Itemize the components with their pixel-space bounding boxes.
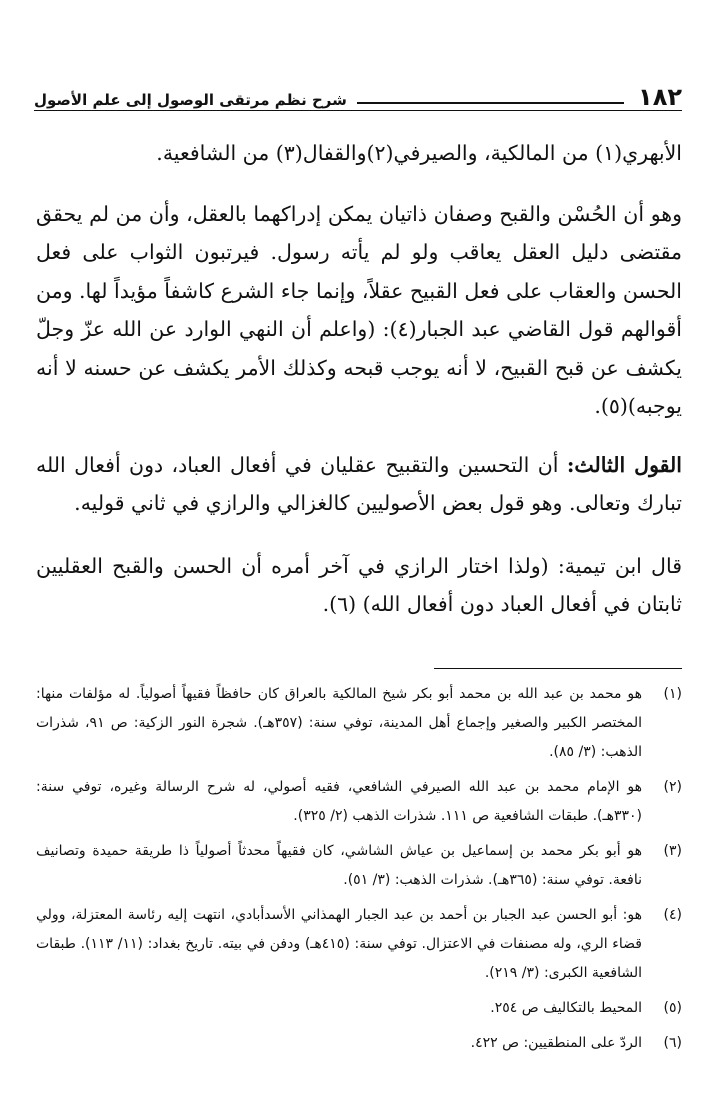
page-number: ١٨٢ xyxy=(638,83,682,111)
footnote-text: المحيط بالتكاليف ص ٢٥٤. xyxy=(490,1000,642,1016)
header-divider xyxy=(34,110,682,111)
footnote-text: الردّ على المنطقيين: ص ٤٢٢. xyxy=(470,1035,642,1051)
running-title: شرح نظم مرتقى الوصول إلى علم الأصول xyxy=(34,91,347,109)
paragraph-4: قال ابن تيمية: (ولذا اختار الرازي في آخر أمره أن الحسن والقبح العقليين ثابتان في أفعال العباد دون أفعال الله) (٦). xyxy=(36,553,682,616)
footnote-item xyxy=(36,680,682,767)
footnote-separator xyxy=(434,668,682,669)
footnote-number: (٥) xyxy=(663,1000,682,1016)
footnote-item xyxy=(36,837,682,895)
header-rule xyxy=(357,102,624,104)
footnote-text: هو: أبو الحسن عبد الجبار بن أحمد بن عبد الجبار الهمذاني الأسدأبادي، انتهت إليه رئاسة المعتزلة، وولي قضاء الري، وله مصنفات في الاعتزال. توفي سنة: (٤١٥هـ) ودفن في بيته. تاريخ بغداد: (١١/ ١١٣). طبقات الشافعية الكبرى: (٣/ ٢١٩). xyxy=(36,907,642,981)
footnote-text: هو محمد بن عبد الله بن محمد أبو بكر شيخ المالكية بالعراق كان حافظاً فقيهاً أصولياً. له مؤلفات منها: المختصر الكبير والصغير وإجماع أهل المدينة، توفي سنة: (٣٥٧هـ). شجرة النور الزكية: ص ٩١، شذرات الذهب: (٣/ ٨٥). xyxy=(36,686,642,760)
footnote-item xyxy=(36,994,682,1023)
footnote-number: (١) xyxy=(663,686,682,702)
footnote-item xyxy=(36,773,682,831)
footnote-item xyxy=(36,1029,682,1058)
footnote-text: هو أبو بكر محمد بن إسماعيل بن عياش الشاشي، كان فقيهاً محدثاً أصولياً ذا طريقة حميدة وتصانيف نافعة. توفي سنة: (٣٦٥هـ). شذرات الذهب: (٣/ ٥١). xyxy=(36,843,642,888)
paragraph-2: وهو أن الحُسْن والقبح وصفان ذاتيان يمكن إدراكهما بالعقل، وأن من لم يحقق مقتضى دليل العقل يعاقب ولو لم يأته رسول. فيرتبون الثواب على فعل الحسن والعقاب على فعل القبيح عقلاً، وإنما جاء الشرع كاشفاً مؤيداً لها. ومن أقوالهم قول القاضي عبد الجبار(٤): (واعلم أن النهي الوارد عن الله عزّ وجلّ يكشف عن قبح القبيح، لا أنه يوجب قبحه وكذلك الأمر يكشف عن حسنه لا أنه يوجبه)(٥). xyxy=(36,201,682,418)
footnote-number: (٢) xyxy=(663,779,682,795)
footnotes xyxy=(36,680,682,1064)
third-opinion-heading: القول الثالث: xyxy=(566,452,682,477)
paragraph-3-text: أن التحسين والتقبيح عقليان في أفعال العباد، دون أفعال الله تبارك وتعالى. وهو قول بعض الأصوليين كالغزالي والرازي في ثاني قوليه. xyxy=(36,452,682,515)
main-text xyxy=(36,134,682,624)
paragraph-1: الأبهري(١) من المالكية، والصيرفي(٢)والقفال(٣) من الشافعية. xyxy=(156,141,682,165)
footnote-number: (٦) xyxy=(663,1035,682,1051)
page-header xyxy=(34,76,682,110)
footnote-text: هو الإمام محمد بن عبد الله الصيرفي الشافعي، فقيه أصولي، له شرح الرسالة وغيره، توفي سنة: (٣٣٠هـ). طبقات الشافعية ص ١١١. شذرات الذهب (٢/ ٣٢٥). xyxy=(36,779,642,824)
footnote-number: (٣) xyxy=(663,843,682,859)
paragraph-3 xyxy=(36,446,682,523)
footnote-number: (٤) xyxy=(663,907,682,923)
footnote-item xyxy=(36,901,682,988)
